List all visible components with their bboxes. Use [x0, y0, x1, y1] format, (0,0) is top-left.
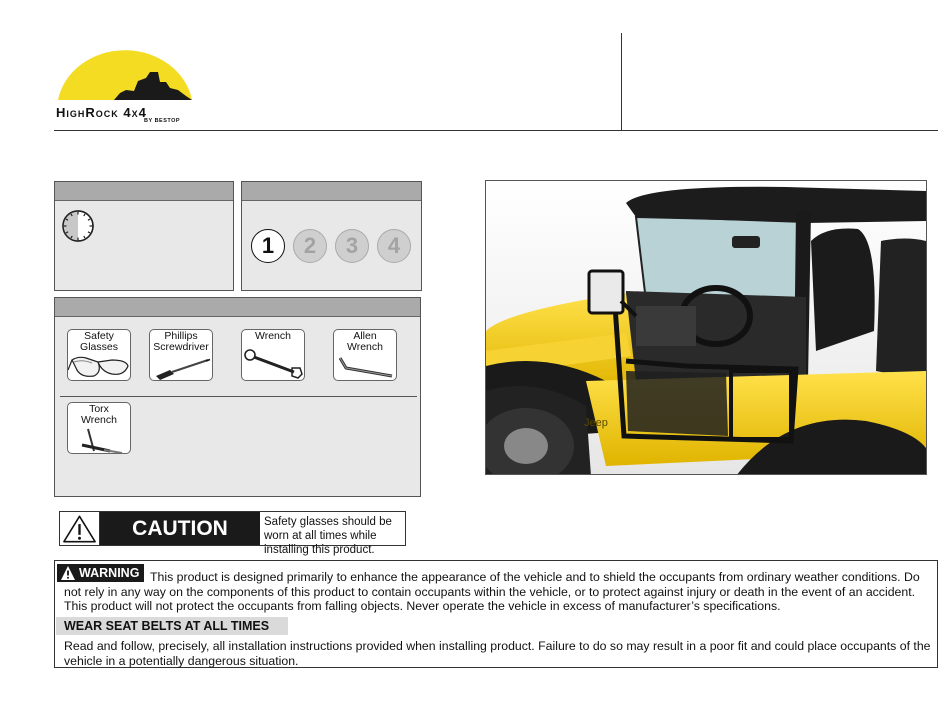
- svg-text:Jeep: Jeep: [584, 417, 608, 429]
- skill-level-4: 4: [377, 229, 411, 263]
- caution-triangle-icon: [60, 512, 100, 545]
- caution-label: CAUTION: [100, 512, 260, 545]
- header-vertical-divider: [621, 33, 622, 131]
- seatbelt-banner: WEAR SEAT BELTS AT ALL TIMES: [56, 617, 288, 635]
- tools-required-panel: [54, 297, 421, 497]
- allen-wrench-icon: [334, 330, 397, 381]
- tool-allen-wrench: [333, 329, 397, 381]
- warning-label: WARNING: [79, 566, 140, 580]
- skill-level-header: [242, 182, 421, 201]
- safety-glasses-icon: [68, 330, 131, 381]
- highrock-logo: [54, 38, 204, 123]
- tools-divider: [60, 396, 417, 397]
- tool-label: Safety Glasses: [80, 330, 118, 353]
- tool-label: Phillips Screwdriver: [153, 330, 209, 353]
- phillips-screwdriver-icon: [150, 330, 213, 381]
- torx-wrench-icon: [68, 403, 131, 454]
- warning-triangle-icon: [60, 565, 76, 581]
- clock-icon: [61, 209, 95, 243]
- tools-required-header: [55, 298, 420, 317]
- wrench-icon: [242, 330, 305, 381]
- warning-badge: [57, 564, 144, 582]
- tool-label: Wrench: [255, 330, 291, 342]
- tool-wrench: [241, 329, 305, 381]
- install-time-header: [55, 182, 233, 201]
- product-photo: [485, 180, 927, 475]
- caution-box: [59, 511, 406, 556]
- warning-box: [54, 560, 938, 668]
- warning-text: This product is designed primarily to enhance the appearance of the vehicle and to shield the occupants from ordinary weather conditions. Do not rely in any way on the components of this product to contain occupants within the vehicle, or to protect against injury or death in the event of an accident. This product will not protect the occupants from falling objects. Never operate the vehicle in excess of manufacturer’s specifications.: [64, 570, 920, 614]
- skill-level-panel: [241, 181, 422, 291]
- install-time-panel: [54, 181, 234, 291]
- brand-sub: BY BESTOP: [144, 118, 181, 124]
- tool-torx-wrench: [67, 402, 131, 454]
- tool-label: Torx Wrench: [81, 403, 117, 426]
- tool-phillips-screwdriver: [149, 329, 213, 381]
- tool-label: Allen Wrench: [347, 330, 383, 353]
- brand-name: HighRock 4x4: [56, 105, 147, 120]
- header-divider: [54, 130, 938, 131]
- skill-level-3: 3: [335, 229, 369, 263]
- skill-level-1: 1: [251, 229, 285, 263]
- jeep-tube-door-photo: [486, 181, 927, 475]
- warning-text-2: Read and follow, precisely, all installation instructions provided when installing product. Failure to do so may result in a poor fit and could place occupants of the vehicle in a potentially dangerous situation.: [64, 639, 931, 668]
- tool-safety-glasses: [67, 329, 131, 381]
- skill-level-2: 2: [293, 229, 327, 263]
- caution-text: Safety glasses should be worn at all times while installing this product.: [264, 516, 392, 556]
